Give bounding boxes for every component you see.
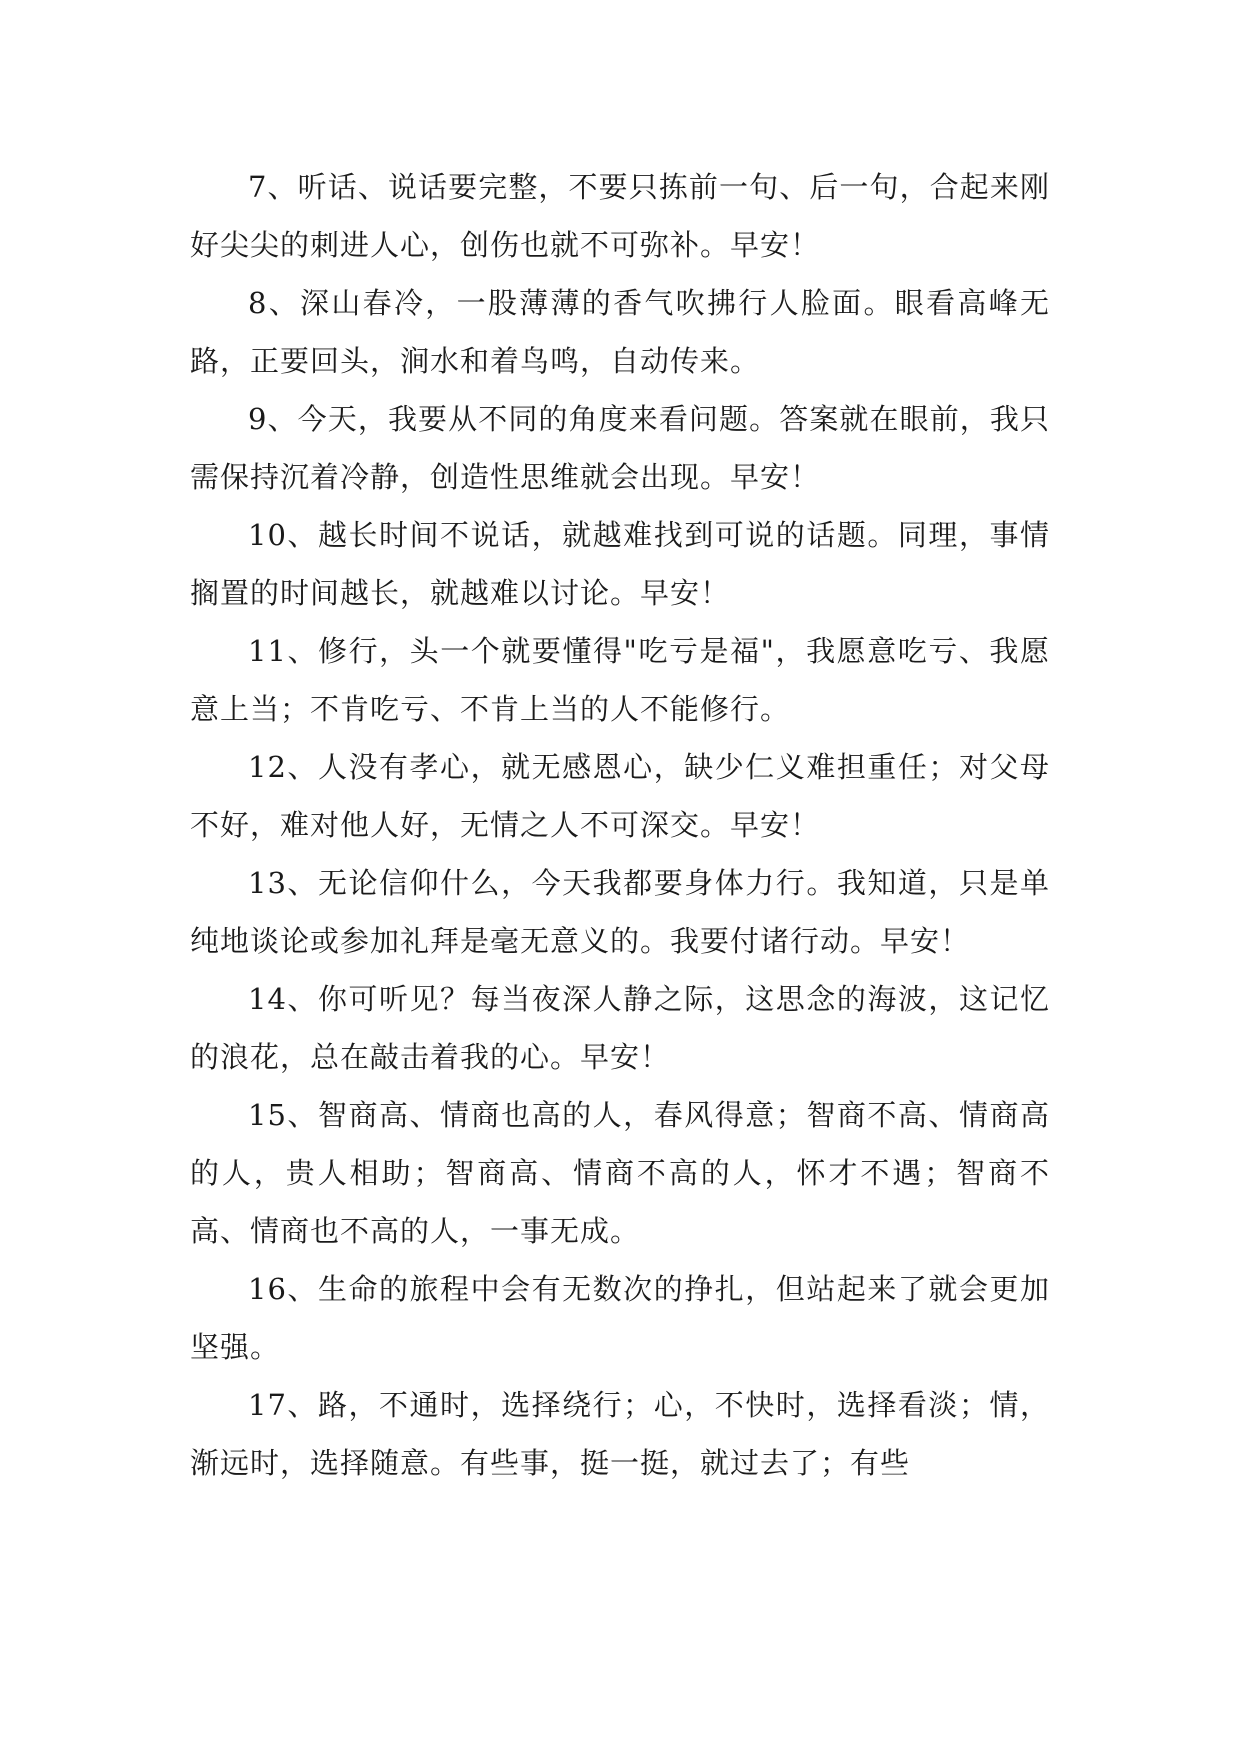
- paragraph-14: 14、你可听见？每当夜深人静之际，这思念的海波，这记忆的浪花，总在敲击着我的心。早安！: [190, 982, 1050, 1074]
- paragraph-7: 7、听话、说话要完整，不要只拣前一句、后一句，合起来刚好尖尖的刺进人心，创伤也就不可弥补。早安！: [190, 170, 1050, 262]
- paragraph-16: 16、生命的旅程中会有无数次的挣扎，但站起来了就会更加坚强。: [190, 1272, 1050, 1364]
- paragraph-17: 17、路，不通时，选择绕行；心，不快时，选择看淡；情，渐远时，选择随意。有些事，挺一挺，就过去了；有些: [190, 1388, 1050, 1480]
- paragraph-9: 9、今天，我要从不同的角度来看问题。答案就在眼前，我只需保持沉着冷静，创造性思维就会出现。早安！: [190, 402, 1050, 494]
- paragraph-8: 8、深山春冷，一股薄薄的香气吹拂行人脸面。眼看高峰无路，正要回头，涧水和着鸟鸣，自动传来。: [190, 286, 1050, 378]
- document-body: [190, 158, 1050, 1492]
- paragraph-10: 10、越长时间不说话，就越难找到可说的话题。同理，事情搁置的时间越长，就越难以讨论。早安！: [190, 518, 1050, 610]
- paragraph-11: 11、修行，头一个就要懂得"吃亏是福"，我愿意吃亏、我愿意上当；不肯吃亏、不肯上当的人不能修行。: [190, 634, 1050, 726]
- paragraph-12: 12、人没有孝心，就无感恩心，缺少仁义难担重任；对父母不好，难对他人好，无情之人不可深交。早安！: [190, 750, 1050, 842]
- paragraph-15: 15、智商高、情商也高的人，春风得意；智商不高、情商高的人，贵人相助；智商高、情商不高的人，怀才不遇；智商不高、情商也不高的人，一事无成。: [190, 1098, 1050, 1248]
- paragraph-13: 13、无论信仰什么，今天我都要身体力行。我知道，只是单纯地谈论或参加礼拜是毫无意义的。我要付诸行动。早安！: [190, 866, 1050, 958]
